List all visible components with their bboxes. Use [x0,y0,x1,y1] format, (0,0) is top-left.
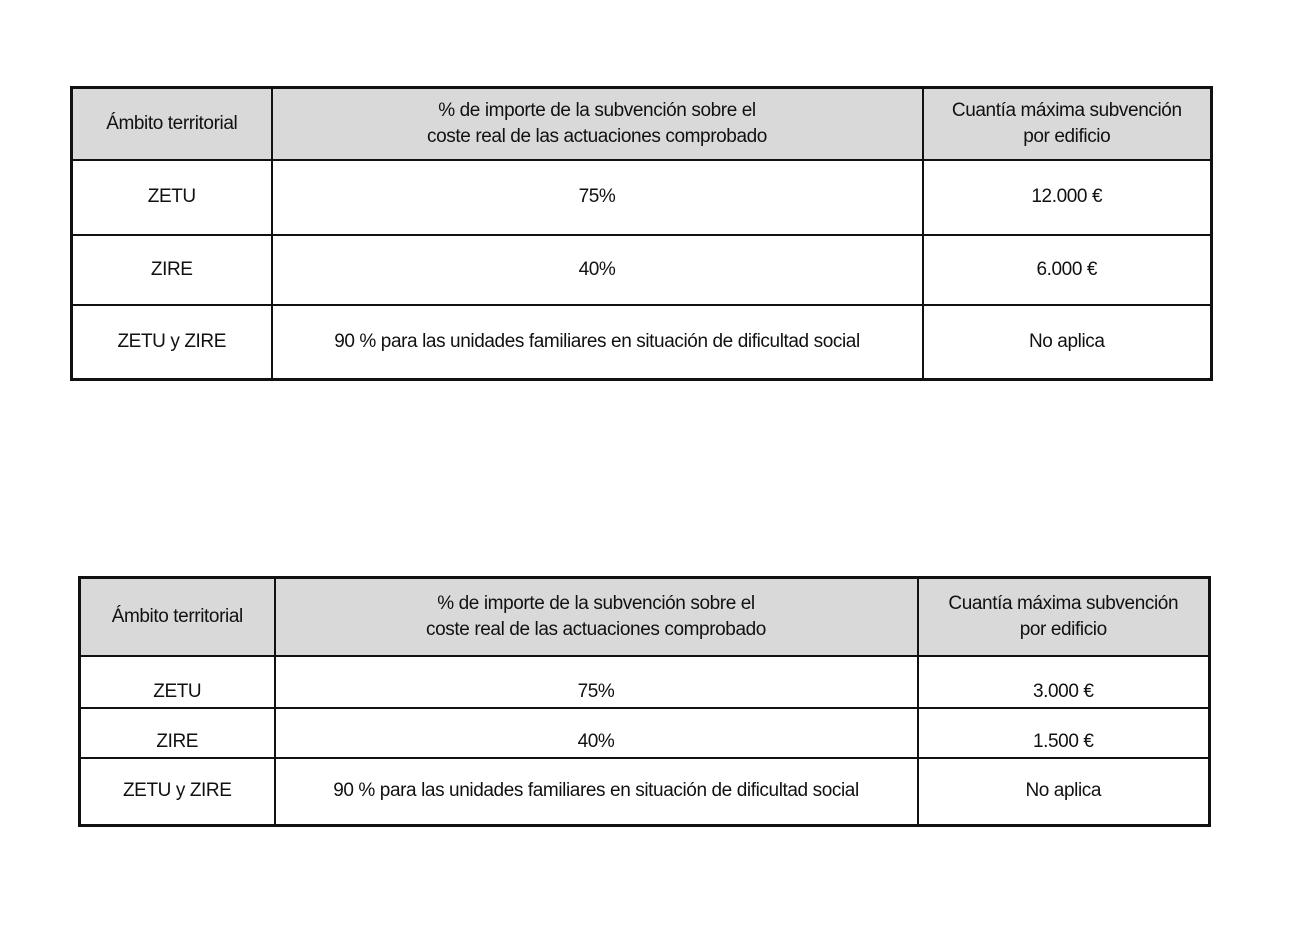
header-cuantia [923,88,1212,160]
cell-porcentaje: 40% [272,235,923,305]
header-porcentaje-line1: % de importe de la subvención sobre el [437,592,755,614]
cell-ambito: ZETU y ZIRE [80,758,275,826]
subsidy-table-2 [78,576,1211,827]
header-cuantia [918,578,1210,656]
table-header-row [80,578,1210,656]
header-porcentaje [275,578,918,656]
cell-ambito: ZETU [72,160,272,235]
table-row [72,235,1212,305]
header-porcentaje [272,88,923,160]
cell-cuantia: 3.000 € [918,656,1210,708]
header-cuantia-line1: Cuantía máxima subvención [948,592,1179,614]
table-row [80,656,1210,708]
table-row [80,708,1210,758]
cell-ambito: ZETU y ZIRE [72,305,272,380]
cell-cuantia: No aplica [923,305,1212,380]
header-porcentaje-line2: coste real de las actuaciones comprobado [426,618,766,640]
table-row [72,160,1212,235]
header-porcentaje-line1: % de importe de la subvención sobre el [438,99,756,121]
table-header-row [72,88,1212,160]
cell-ambito: ZIRE [72,235,272,305]
header-ambito: Ámbito territorial [72,88,272,160]
header-cuantia-line2: por edificio [1023,125,1111,147]
subsidy-table-1 [70,86,1213,381]
cell-porcentaje: 90 % para las unidades familiares en situación de dificultad social [275,758,918,826]
cell-ambito: ZIRE [80,708,275,758]
cell-cuantia: No aplica [918,758,1210,826]
cell-porcentaje: 40% [275,708,918,758]
header-cuantia-line1: Cuantía máxima subvención [951,99,1182,121]
table-row [72,305,1212,380]
cell-porcentaje: 75% [272,160,923,235]
cell-porcentaje: 75% [275,656,918,708]
header-ambito: Ámbito territorial [80,578,275,656]
cell-porcentaje: 90 % para las unidades familiares en situación de dificultad social [272,305,923,380]
table-row [80,758,1210,826]
cell-cuantia: 1.500 € [918,708,1210,758]
cell-cuantia: 12.000 € [923,160,1212,235]
header-porcentaje-line2: coste real de las actuaciones comprobado [427,125,767,147]
header-cuantia-line2: por edificio [1019,618,1107,640]
cell-cuantia: 6.000 € [923,235,1212,305]
cell-ambito: ZETU [80,656,275,708]
